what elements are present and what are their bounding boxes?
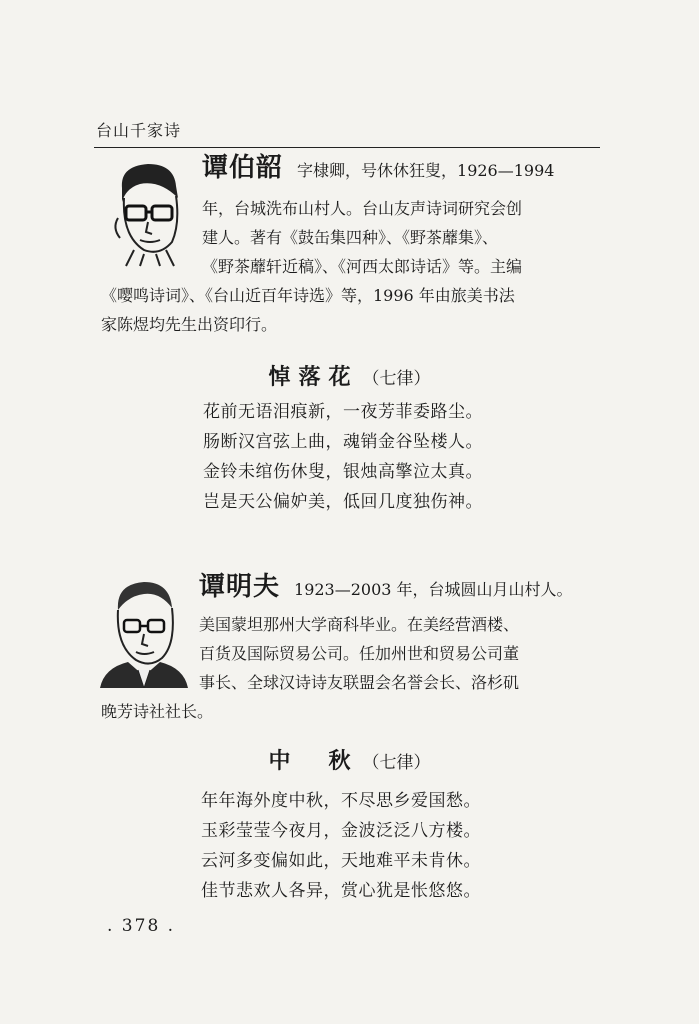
poem-form: （七律）	[362, 753, 431, 773]
poem-form: （七律）	[362, 369, 431, 389]
bio-line: 建人。著有《鼓缶集四种》、《野茶蘼集》、	[202, 228, 499, 247]
poem-line: 花前无语泪痕新，一夜芳菲委路尘。	[203, 402, 483, 422]
poem-title: 中 秋	[268, 749, 359, 774]
portrait-sketch-tan-mingfu	[98, 576, 190, 688]
bio-tan-mingfu	[199, 573, 573, 604]
bio-line: 1923—2003 年，台城圆山月山村人。	[294, 580, 573, 599]
poem-line: 佳节悲欢人各异，赏心犹是怅悠悠。	[201, 881, 481, 901]
bio-tan-bozhao	[202, 154, 554, 185]
poem-1	[203, 397, 483, 517]
bio-tan-bozhao-cont	[202, 194, 522, 281]
bio-line: 年，台城洗布山村人。台山友声诗词研究会创	[202, 199, 523, 218]
poem-title-2	[0, 744, 699, 775]
running-head: 台山千家诗	[96, 121, 182, 140]
bio-tan-mingfu-cont	[199, 610, 519, 697]
author-name: 谭伯韶	[202, 153, 284, 183]
bio-line: 百货及国际贸易公司。任加州世和贸易公司董	[199, 644, 520, 663]
bio-line: 事长、全球汉诗诗友联盟会名誉会长、洛杉矶	[199, 673, 520, 692]
header-rule	[94, 147, 600, 148]
bio-line: 《野茶蘼轩近稿》、《河西太郎诗话》等。主编	[202, 257, 523, 276]
bio-first-line	[199, 573, 573, 604]
bio-tan-bozhao-full	[101, 281, 515, 339]
bio-line: 晚芳诗社社长。	[101, 702, 214, 721]
poem-2	[201, 786, 481, 906]
poem-line: 年年海外度中秋，不尽思乡爱国愁。	[201, 791, 481, 811]
page-number: . 378 .	[107, 916, 176, 936]
poem-title-1	[0, 360, 699, 391]
bio-tan-mingfu-full	[101, 697, 213, 726]
portrait-sketch-tan-bozhao	[100, 158, 196, 268]
bio-line: 美国蒙坦那州大学商科毕业。在美经营酒楼、	[199, 615, 520, 634]
poem-line: 玉彩莹莹今夜月，金波泛泛八方楼。	[201, 821, 481, 841]
poem-line: 云河多变偏如此，天地难平未肯休。	[201, 851, 481, 871]
bio-line: 家陈煜均先生出资印行。	[101, 315, 278, 334]
bio-line: 字棣卿，号休休狂叟，1926—1994	[297, 161, 555, 180]
author-name: 谭明夫	[199, 572, 281, 602]
bio-first-line	[202, 154, 554, 185]
poem-line: 肠断汉宫弦上曲，魂销金谷坠楼人。	[203, 432, 483, 452]
poem-line: 金铃未绾伤休叟，银烛高擎泣太真。	[203, 462, 483, 482]
bio-line: 《嘤鸣诗词》、《台山近百年诗选》等，1996 年由旅美书法	[101, 286, 515, 305]
poem-line: 岂是天公偏妒美，低回几度独伤神。	[203, 492, 483, 512]
poem-title: 悼落花	[268, 365, 359, 390]
